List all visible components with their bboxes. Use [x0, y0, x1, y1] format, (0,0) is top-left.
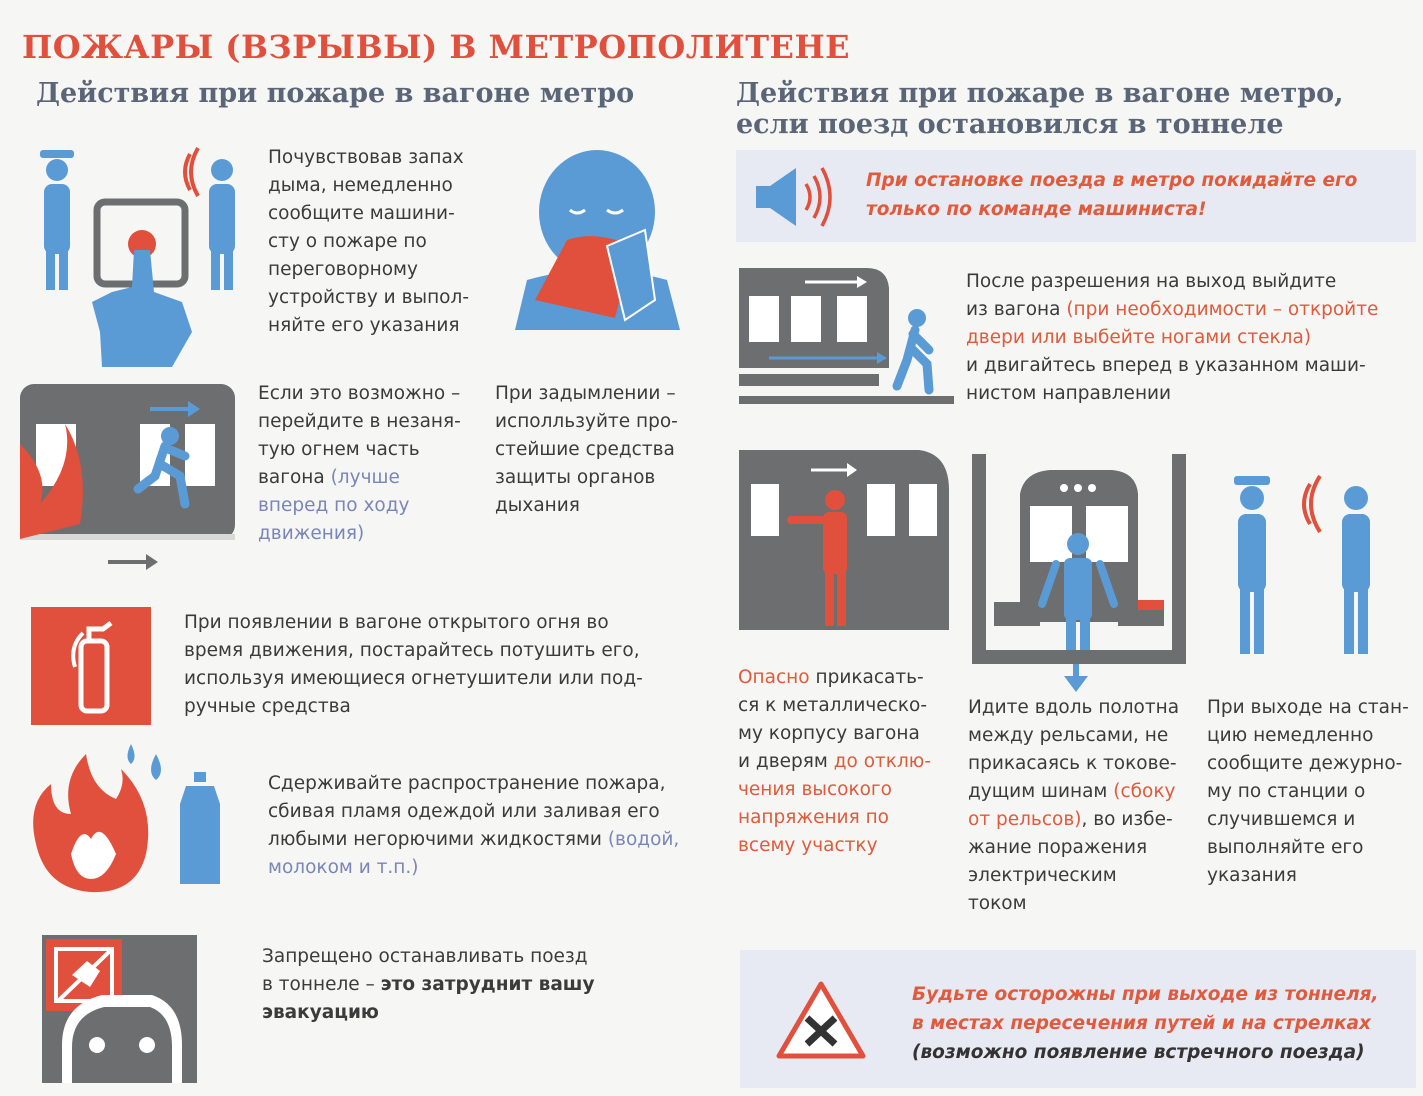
exit-car-icon [739, 268, 954, 408]
danger-text [738, 664, 931, 860]
stop-text [262, 943, 595, 1027]
exit-text-2: и двигайтесь вперед в указанном маши- нистом направлении [966, 355, 1366, 404]
walk-text-main: Идите вдоль полотна между рельсами, не прикасаясь к токове- дущим шинам [968, 697, 1180, 802]
bottom-banner-red: Будьте осторожны при выходе из тоннеля, в местах пересечения путей и на стрелках [912, 984, 1379, 1034]
bottom-banner-dark: (возможно появление встречного поезда) [912, 1042, 1365, 1063]
speaker-icon [752, 162, 842, 232]
danger-text-main: прикасать- ся к металлическо- му корпусу вагона и дверям [738, 667, 928, 772]
fire-text-main: Сдерживайте распространение пожара, сбивая пламя одеждой или заливая его любыми негорючими жидкостями [268, 773, 666, 850]
move-text-accent: (лучше вперед по ходу движения) [258, 467, 410, 544]
station-text: При выходе на стан- цию немедленно сообщите дежурно- му по станции о случившемся и выполняйте его указания [1207, 697, 1409, 886]
right-subtitle-line1: Действия при пожаре в вагоне метро, [736, 78, 1344, 109]
danger-text-red2: до отклю- чения высокого напряжения по всему участку [738, 751, 932, 856]
move-text-main: Если это возможно – перейдите в незаня- тую огнем часть вагона [258, 383, 461, 488]
right-subtitle-line2: если поезд остановился в тоннеле [736, 109, 1284, 140]
fire-text [268, 770, 679, 882]
warning-cross-icon [775, 980, 867, 1060]
exit-text-red: (при необходимости – откройте двери или выбейте ногами стекла) [966, 299, 1379, 348]
right-subtitle [736, 78, 1344, 140]
left-subtitle: Действия при пожаре в вагоне метро [36, 78, 635, 109]
station-staff-icon [1226, 470, 1391, 660]
stop-forbidden-icon [42, 935, 197, 1083]
extinguisher-text: При появлении в вагоне открытого огня во время движения, постарайтесь потушить его, используя имеющиеся огнетушители или под- ручные средства [184, 612, 643, 717]
stop-text-bold: это затруднит вашу эвакуацию [262, 974, 595, 1023]
danger-text-red: Опасно [738, 667, 810, 688]
smoke-text: При задымлении – исполльзуйте про- стейшие средства защиты органов дыхания [495, 383, 678, 516]
walk-text [968, 694, 1179, 918]
move-text [258, 380, 461, 548]
walk-text-red: (сбоку от рельсов) [968, 781, 1176, 830]
exit-text-1: После разрешения на выход выйдите из вагона [966, 271, 1337, 320]
fire-water-icon [26, 744, 226, 894]
exit-text [966, 268, 1378, 408]
stop-text-main: Запрещено останавливать поезд в тоннеле – [262, 946, 588, 995]
top-banner-text: При остановке поезда в метро покидайте его только по команде машиниста! [866, 170, 1358, 220]
face-mask-icon [515, 150, 680, 330]
walk-text-end: , во избе- жание поражения электрическим током [968, 809, 1173, 914]
danger-touch-icon [739, 450, 951, 640]
fire-text-accent: (водой, молоком и т.п.) [268, 829, 680, 878]
walk-rails-icon [972, 454, 1187, 694]
main-title: ПОЖАРЫ (ВЗРЫВЫ) В МЕТРОПОЛИТЕНЕ [22, 28, 851, 66]
intercom-icon [22, 142, 252, 367]
train-car-fire-icon [20, 384, 240, 574]
fire-extinguisher-icon [31, 607, 151, 725]
intercom-text: Почувствовав запах дыма, немедленно сообщите машини- сту о пожаре по переговорному устройству и выпол- няйте его указания [268, 147, 469, 336]
bottom-banner-text [912, 980, 1379, 1067]
